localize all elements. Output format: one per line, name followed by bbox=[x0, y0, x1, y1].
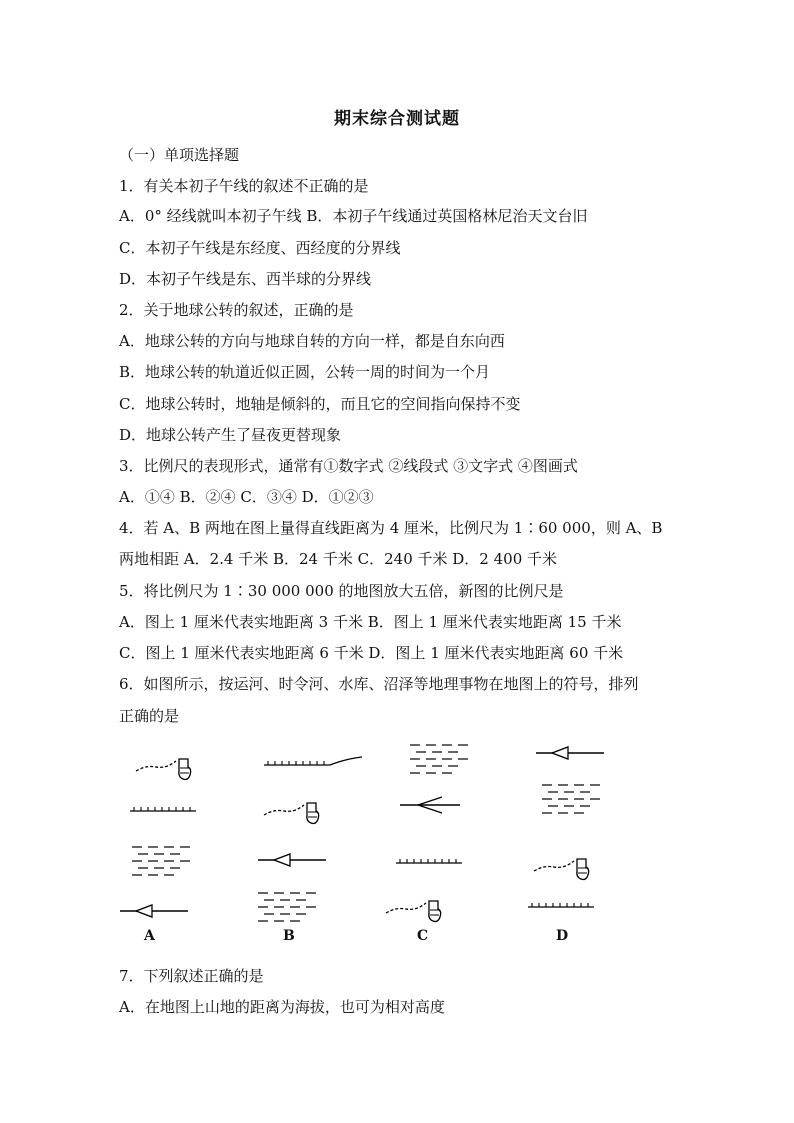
q4-options: 两地相距 A．2.4 千米 B．24 千米 C．240 千米 D．2 400 千米 bbox=[119, 550, 558, 568]
q3-options: A．①④ B．②④ C．③④ D．①②③ bbox=[119, 488, 374, 506]
q7-option-a: A．在地图上山地的距离为海拔，也可为相对高度 bbox=[119, 998, 445, 1016]
figure-label-c: C bbox=[417, 928, 429, 944]
q2-option-a: A．地球公转的方向与地球自转的方向一样，都是自东向西 bbox=[119, 332, 505, 350]
q1-option-d: D．本初子午线是东、西半球的分界线 bbox=[119, 270, 372, 288]
q2-option-b: B．地球公转的轨道近似正圆，公转一周的时间为一个月 bbox=[119, 363, 491, 381]
q1-option-ab: A．0° 经线就叫本初子午线 B．本初子午线通过英国格林尼治天文台旧 bbox=[119, 207, 588, 225]
figure-label-d: D bbox=[556, 928, 569, 944]
question-4: 4．若 A、B 两地在图上量得直线距离为 4 厘米，比例尺为 1∶60 000，则 A、B bbox=[119, 519, 663, 537]
q2-option-c: C．地球公转时，地轴是倾斜的，而且它的空间指向保持不变 bbox=[119, 395, 521, 413]
question-7: 7．下列叙述正确的是 bbox=[119, 967, 264, 985]
question-3: 3．比例尺的表现形式，通常有①数字式 ②线段式 ③文字式 ④图画式 bbox=[119, 457, 578, 475]
question-5: 5．将比例尺为 1∶30 000 000 的地图放大五倍，新图的比例尺是 bbox=[119, 582, 564, 600]
q5-option-cd: C．图上 1 厘米代表实地距离 6 千米 D．图上 1 厘米代表实地距离 60 千米 bbox=[119, 644, 624, 662]
q1-option-c: C．本初子午线是东经度、西经度的分界线 bbox=[119, 239, 401, 257]
map-symbols-figure bbox=[100, 735, 660, 950]
q5-option-ab: A．图上 1 厘米代表实地距离 3 千米 B．图上 1 厘米代表实地距离 15 千米 bbox=[119, 613, 622, 631]
page-title: 期末综合测试题 bbox=[334, 109, 460, 129]
q2-option-d: D．地球公转产生了昼夜更替现象 bbox=[119, 426, 342, 444]
figure-label-b: B bbox=[283, 928, 295, 944]
question-1: 1．有关本初子午线的叙述不正确的是 bbox=[119, 177, 369, 195]
section-heading: （一）单项选择题 bbox=[119, 146, 240, 164]
question-2: 2．关于地球公转的叙述，正确的是 bbox=[119, 301, 354, 319]
figure-label-a: A bbox=[144, 928, 155, 944]
question-6: 6．如图所示，按运河、时令河、水库、沼泽等地理事物在地图上的符号，排列 bbox=[119, 675, 639, 693]
question-6-cont: 正确的是 bbox=[119, 707, 180, 725]
